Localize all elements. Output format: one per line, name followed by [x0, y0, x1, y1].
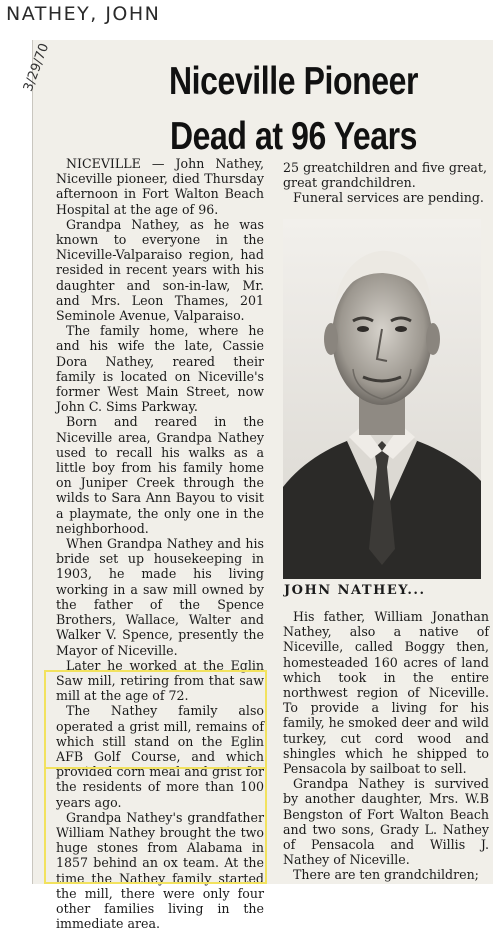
paragraph: There are ten grandchildren;	[293, 867, 479, 883]
photo-caption: JOHN NATHEY...	[284, 583, 426, 598]
paragraph: Later he worked at the Eglin Saw mill, retiring from that saw mill at the age of 72.	[56, 657, 264, 704]
paragraph: 25 greatchildren and five great, great grandchildren.	[283, 160, 487, 191]
headline	[96, 54, 491, 164]
headline-line-2: Dead at 96 Years	[169, 115, 418, 158]
paragraph: His father, William Jonathan Nathey, also a native of Niceville, called Boggy then, homesteaded 160 acres of land which took in the entire northwest region of Niceville. To provide a living for his family, he smoked deer and wild turkey, cut cord wood and shingles which he shipped to Pensacola by sailboat to sell.	[283, 609, 489, 777]
article-right-column-bottom	[283, 609, 489, 884]
paragraph: Grandpa Nathey is survived by another daughter, Mrs. W.B Bengston of Fort Walton Beach and two sons, Grady L. Nathey of Pensacola and Willis J. Nathey of Niceville.	[283, 776, 489, 868]
portrait-photo	[283, 219, 481, 579]
article-left-column	[56, 156, 264, 931]
paragraph-grist-mill: The Nathey family also operated a grist mill, remains of which still stand on the Eglin AFB Golf Course, and which provided corn meal and grist for the residents of more than 100 years ago.	[56, 703, 264, 810]
article-right-column-top	[283, 160, 487, 216]
paragraph: Funeral services are pending.	[293, 190, 484, 206]
portrait-image	[283, 219, 481, 579]
paragraph: Grandpa Nathey, as he was known to everyone in the Niceville-Valparaiso region, had resided in recent years with his daughter and son-in-law, Mr. and Mrs. Leon Thames, 201 Seminole Avenue, Valparaiso.	[56, 216, 264, 324]
headline-line-1: Niceville Pioneer	[169, 60, 418, 103]
handwritten-date: 3/29/70	[20, 41, 53, 94]
paragraph: The family home, where he and his wife the late, Cassie Dora Nathey, reared their family is located on Niceville's former West Main Street, now John C. Sims Parkway.	[56, 323, 264, 415]
paragraph: Born and reared in the Niceville area, Grandpa Nathey used to recall his walks as a little boy from his family home on Juniper Creek through the wilds to Sara Ann Bayou to visit a playmate, the only one in the neighborhood.	[56, 414, 264, 536]
paragraph-grandfather: Grandpa Nathey's grandfather William Nathey brought the two huge stones from Alabama in 1857 behind an ox team. At the time the Nathey family started the mill, there were only four other families living in the immediate area.	[56, 809, 264, 931]
handwritten-name: NATHEY, JOHN	[6, 3, 161, 25]
paragraph: When Grandpa Nathey and his bride set up housekeeping in 1903, he made his living working in a saw mill owned by the father of the Spence Brothers, Wallace, Walter and Walker V. Spence, presently the Mayor of Niceville.	[56, 536, 264, 658]
paragraph: NICEVILLE — John Nathey, Niceville pioneer, died Thursday afternoon in Fort Walton Beach Hospital at the age of 96.	[56, 156, 264, 217]
